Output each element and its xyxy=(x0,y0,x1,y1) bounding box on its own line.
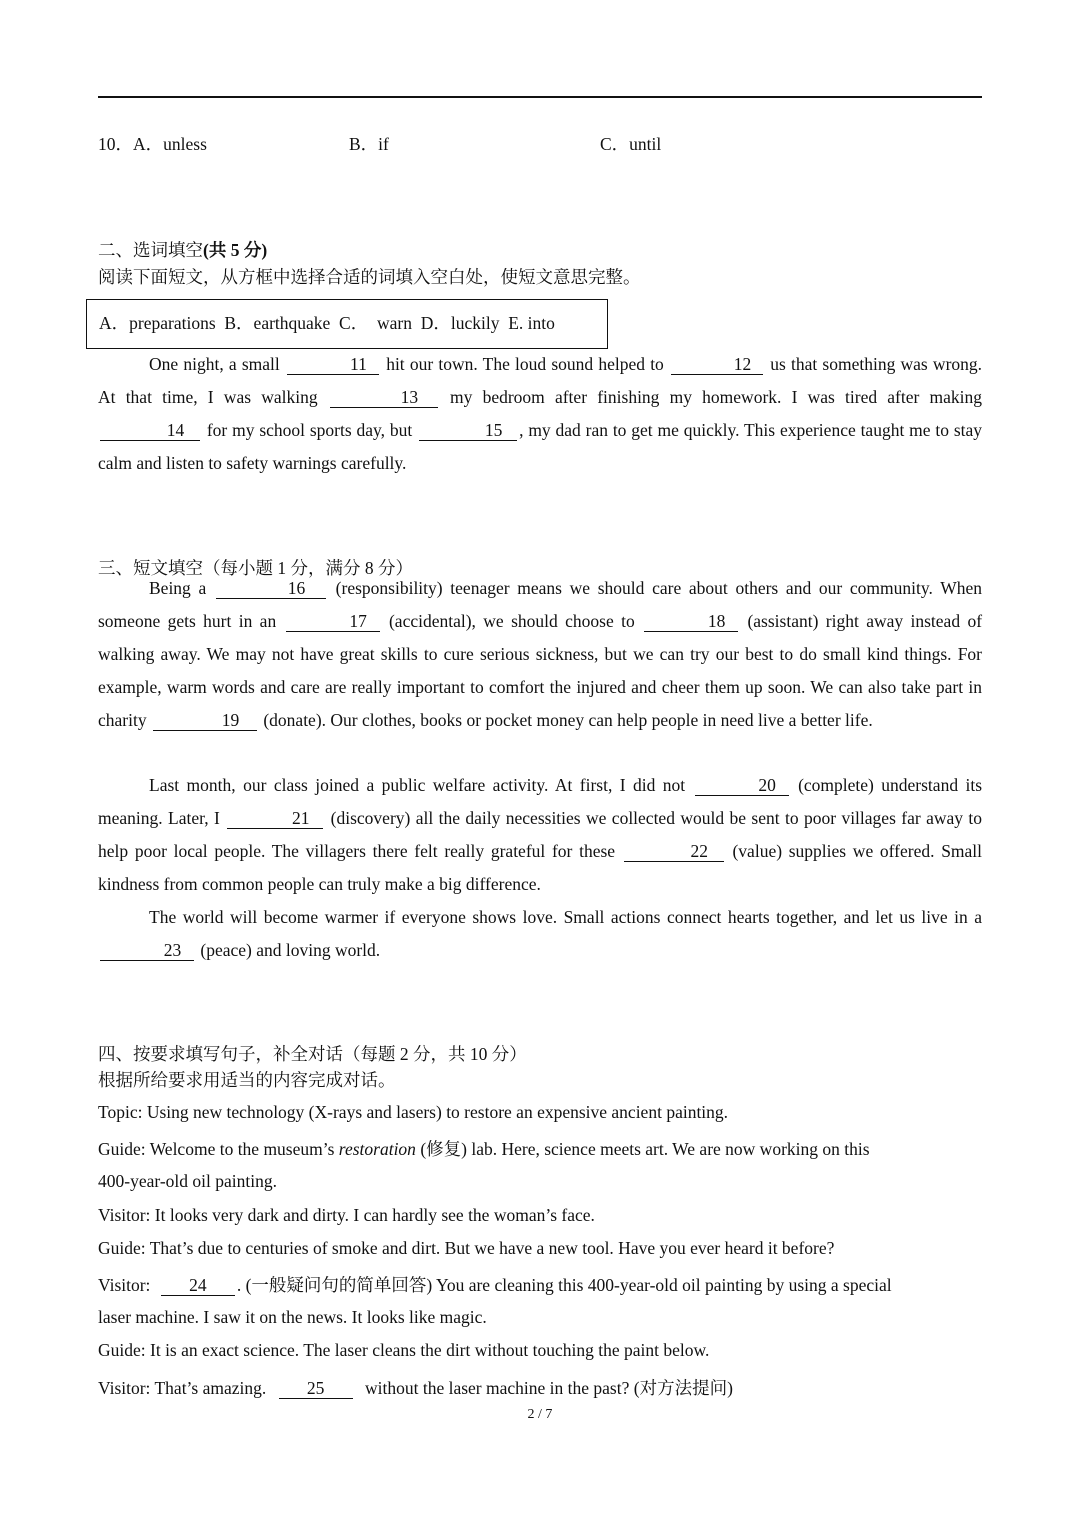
blank-11[interactable]: 11 xyxy=(287,354,379,375)
blank-13[interactable]: 13 xyxy=(330,387,438,408)
blank-22[interactable]: 22 xyxy=(624,841,724,862)
question-10-number-option-a xyxy=(98,131,207,156)
dialogue-guide-1: Guide: Welcome to the museum’s restoration (修复) lab. Here, science meets art. We are now working on this xyxy=(98,1139,870,1159)
section-2-instruction: 阅读下面短文，从方框中选择合适的词填入空白处，使短文意思完整。 xyxy=(98,267,641,287)
word-bank-text: A．preparations B．earthquake C． warn D．luckily E. into xyxy=(99,313,555,333)
section-4-instruction: 根据所给要求用适当的内容完成对话。 xyxy=(98,1070,396,1090)
blank-16[interactable]: 16 xyxy=(216,578,326,599)
blank-15[interactable]: 15 xyxy=(419,420,517,441)
header-rule xyxy=(98,96,982,98)
dialogue-visitor-1: Visitor: It looks very dark and dirty. I can hardly see the woman’s face. xyxy=(98,1205,595,1225)
blank-23[interactable]: 23 xyxy=(100,940,194,961)
section-3-paragraph-3: The world will become warmer if everyone shows love. Small actions connect hearts together, and let us live in a 23 (peace) and loving world. xyxy=(98,901,982,967)
option-a: A．unless xyxy=(133,134,207,154)
blank-18[interactable]: 18 xyxy=(644,611,738,632)
dialogue-visitor-3: Visitor: That’s amazing. 25 without the laser machine in the past? (对方法提问) xyxy=(98,1378,733,1398)
section-3-paragraph-1: Being a 16 (responsibility) teenager means we should care about others and our community. When someone gets hurt in an 17 (accidental), we should choose to 18 (assistant) right away instead of walking away. We may not have great skills to cure serious sickness, but we can try our best to do small kind things. For example, warm words and care are really important to comfort the injured and cheer them up soon. We can also take part in charity 19 (donate). Our clothes, books or pocket money can help people in need live a better life. xyxy=(98,578,983,730)
blank-19[interactable]: 19 xyxy=(153,710,257,731)
dialogue-guide-3: Guide: It is an exact science. The laser cleans the dirt without touching the paint below. xyxy=(98,1340,710,1360)
dialogue-visitor-2: Visitor: 24 . (一般疑问句的简单回答) You are cleaning this 400-year-old oil painting by using a special xyxy=(98,1275,892,1295)
dialogue-guide-1-cont: 400-year-old oil painting. xyxy=(98,1171,277,1191)
question-number: 10． xyxy=(98,134,133,154)
blank-14[interactable]: 14 xyxy=(100,420,200,441)
blank-12[interactable]: 12 xyxy=(671,354,763,375)
blank-24[interactable]: 24 xyxy=(161,1275,235,1296)
question-10-option-c: C．until xyxy=(600,134,662,154)
blank-20[interactable]: 20 xyxy=(695,775,789,796)
section-2-title: 二、选词填空(共 5 分) xyxy=(98,240,268,260)
dialogue-guide-2: Guide: That’s due to centuries of smoke and dirt. But we have a new tool. Have you ever heard it before? xyxy=(98,1238,835,1258)
section-2-passage: One night, a small 11 hit our town. The loud sound helped to 12 us that something was wrong. At that time, I was walking 13 my bedroom after finishing my homework. I was tired after making 14 for my school sports day, but 15 , my dad ran to get me quickly. This experience taught me to stay calm and listen to safety warnings carefully. xyxy=(98,354,983,473)
section-3-title: 三、短文填空（每小题 1 分，满分 8 分） xyxy=(98,558,413,578)
question-10-option-b: B．if xyxy=(349,134,389,154)
dialogue-visitor-2-cont: laser machine. I saw it on the news. It looks like magic. xyxy=(98,1307,487,1327)
blank-25[interactable]: 25 xyxy=(279,1378,353,1399)
blank-17[interactable]: 17 xyxy=(286,611,380,632)
word-bank-box xyxy=(86,299,608,349)
blank-21[interactable]: 21 xyxy=(227,808,323,829)
section-3-paragraph-2: Last month, our class joined a public welfare activity. At first, I did not 20 (complete) understand its meaning. Later, I 21 (discovery) all the daily necessities we collected would be sent to poor villages far away to help poor local people. The villagers there felt really grateful for these 22 (value) supplies we offered. Small kindness from common people can truly make a big difference. xyxy=(98,775,983,894)
page-number: 2 / 7 xyxy=(527,1407,553,1422)
dialogue-topic: Topic: Using new technology (X-rays and lasers) to restore an expensive ancient painting. xyxy=(98,1102,729,1122)
section-4-title: 四、按要求填写句子，补全对话（每题 2 分，共 10 分） xyxy=(98,1044,527,1064)
